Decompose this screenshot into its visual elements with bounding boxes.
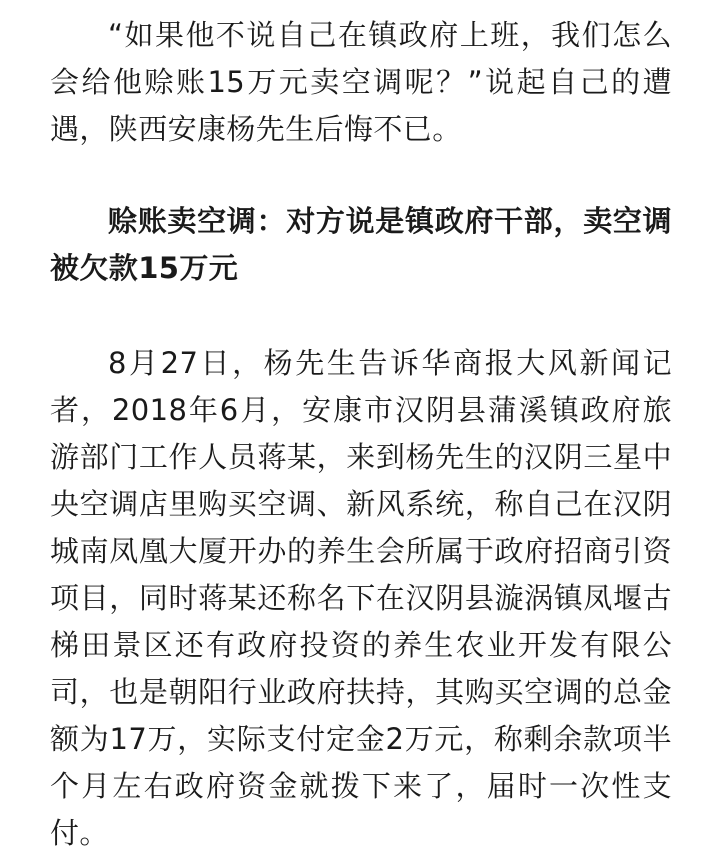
section-heading: 赊账卖空调：对方说是镇政府干部，卖空调被欠款15万元: [50, 204, 672, 285]
intro-paragraph: “如果他不说自己在镇政府上班，我们怎么会给他赊账15万元卖空调呢？”说起自己的遭遇，陕西安康杨先生后悔不已。: [50, 18, 672, 146]
body-paragraph: 8月27日，杨先生告诉华商报大风新闻记者，2018年6月，安康市汉阴县蒲溪镇政府旅游部门工作人员蒋某，来到杨先生的汉阴三星中央空调店里购买空调、新风系统，称自己在汉阴城南凤凰大厦开办的养生会所属于政府招商引资项目，同时蒋某还称名下在汉阴县漩涡镇凤堰古梯田景区还有政府投资的养生农业开发有限公司，也是朝阳行业政府扶持，其购买空调的总金额为17万，实际支付定金2万元，称剩余款项半个月左右政府资金就拨下来了，届时一次性支付。: [50, 346, 672, 850]
article-body: [50, 12, 672, 857]
